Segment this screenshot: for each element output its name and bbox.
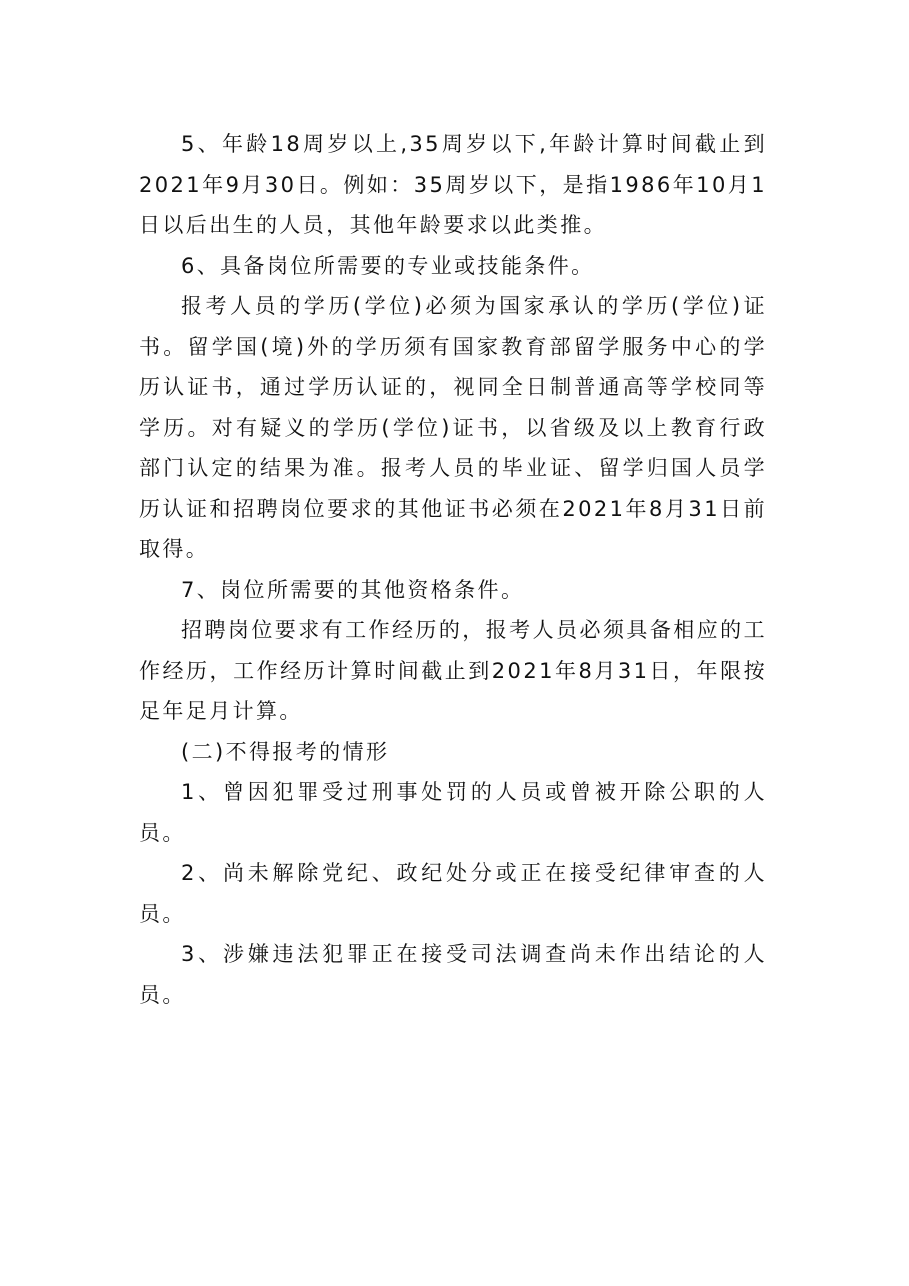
paragraph-work-experience: 招聘岗位要求有工作经历的，报考人员必须具备相应的工作经历，工作经历计算时间截止到2021年8月31日，年限按足年足月计算。: [139, 618, 767, 723]
paragraph-other-qualifications: 7、岗位所需要的其他资格条件。: [181, 577, 525, 602]
paragraph-degree-certification: 报考人员的学历(学位)必须为国家承认的学历(学位)证书。留学国(境)外的学历须有国家教育部留学服务中心的学历认证书，通过学历认证的，视同全日制普通高等学校同等学历。对有疑义的学历(学位)证书，以省级及以上教育行政部门认定的结果为准。报考人员的毕业证、留学归国人员学历认证和招聘岗位要求的其他证书必须在2021年8月31日前取得。: [139, 294, 767, 561]
document-body: [139, 124, 767, 1015]
paragraph-skill-requirement: 6、具备岗位所需要的专业或技能条件。: [181, 253, 595, 278]
paragraph-ineligible-investigation: 3、涉嫌违法犯罪正在接受司法调查尚未作出结论的人员。: [139, 942, 767, 1007]
paragraph-age-requirement: 5、年龄18周岁以上,35周岁以下,年龄计算时间截止到2021年9月30日。例如：35周岁以下，是指1986年10月1日以后出生的人员，其他年龄要求以此类推。: [139, 132, 767, 237]
section-heading-ineligible: (二)不得报考的情形: [181, 739, 390, 764]
paragraph-ineligible-discipline: 2、尚未解除党纪、政纪处分或正在接受纪律审查的人员。: [139, 861, 767, 926]
paragraph-ineligible-criminal: 1、曾因犯罪受过刑事处罚的人员或曾被开除公职的人员。: [139, 780, 767, 845]
